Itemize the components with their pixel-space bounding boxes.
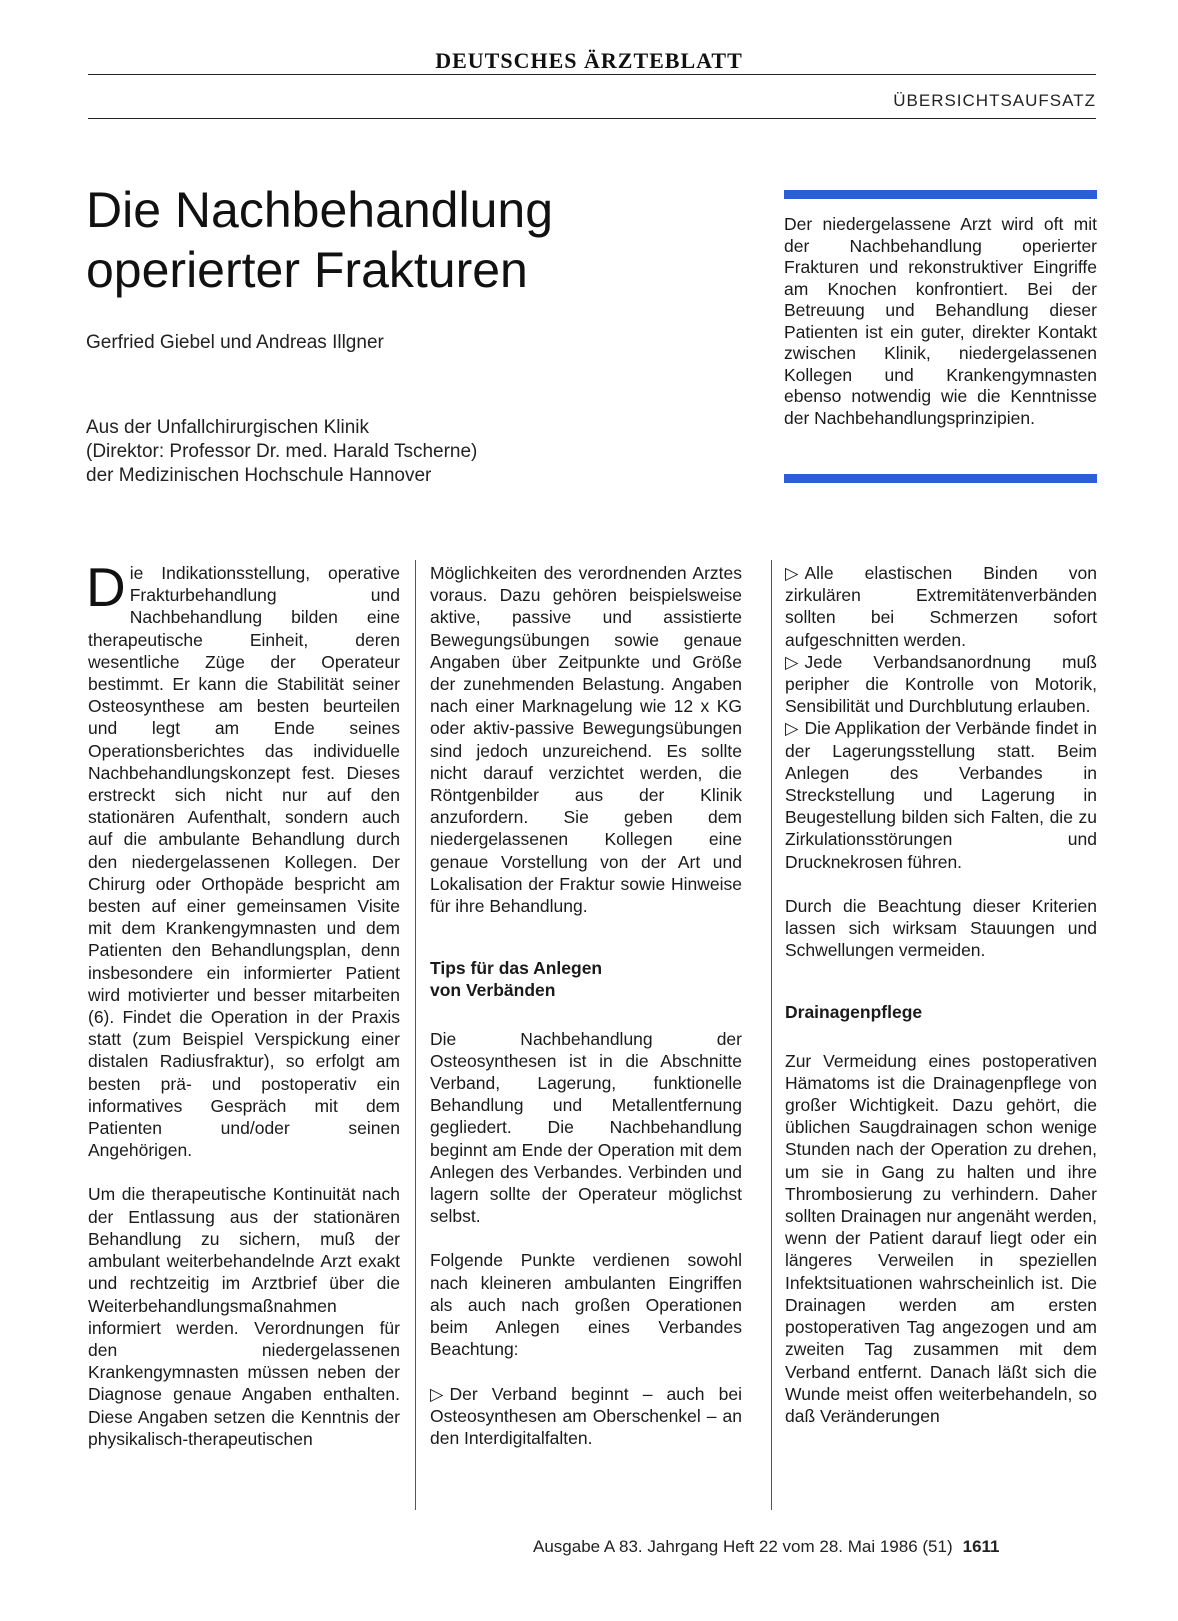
paragraph: Um die therapeutische Kontinuität nach der Entlassung aus der stationären Behandlung zu sichern, muß der ambulant weiterbehandelnde Arzt exakt und rechtzeitig im Arztbrief über die Weiterbehandlungsmaßnahmen informiert werden. Verordnungen für den niedergelassenen Krankengymnasten müssen neben der Diagnose genaue Angaben enthalten. Diese Angaben setzen die Kenntnis der physikalisch-therapeutischen xyxy=(88,1184,400,1449)
paragraph-text: ie Indikationsstellung, operative Frakturbehandlung und Nachbehandlung bilden eine therapeutische Einheit, deren wesentliche Züge der Operateur bestimmt. Er kann die Stabilität seiner Osteosynthese am besten beurteilen und legt am Ende seines Operationsberichtes das individuelle Nachbehandlungskonzept fest. Dieses erstreckt sich nicht nur auf den stationären Aufenthalt, sondern auch auf die ambulante Behandlung durch den niedergelassenen Kollegen. Der Chirurg oder Orthopäde bespricht am besten auf einer gemeinsamen Visite mit dem Krankengymnasten und dem Patienten den Behandlungsplan, denn insbesondere ein informierter Patient wird motivierter und besser mitarbeiten (6). Findet die Operation in der Praxis statt (zum Beispiel Verspickung einer distalen Radiusfraktur), so erfolgt am besten prä- und postoperativ ein informatives Gespräch mit dem Patienten und/oder seinen Angehörigen. xyxy=(88,563,400,1161)
triangle-bullet-icon: ▷ xyxy=(430,1383,444,1404)
page-footer xyxy=(533,1537,1000,1557)
body-column-2 xyxy=(430,562,742,1449)
section-label: ÜBERSICHTSAUFSATZ xyxy=(893,91,1096,110)
paragraph: Zur Vermeidung eines postoperativen Hämatoms ist die Drainagenpflege von großer Wichtigkeit. Dazu gehört, die üblichen Saugdrainagen schon wenige Stunden nach der Operation zu drehen, um sie in Gang zu halten und ihre Thrombosierung zu verhindern. Daher sollten Drainagen nur angenäht werden, wenn der Patient darauf liegt oder ein längeres Verweilen in speziellen Infektsituationen wahrscheinlich ist. Die Drainagen werden am ersten postoperativen Tag angezogen und am zweiten Tag zusammen mit dem Verband entfernt. Danach läßt sich die Wunde meist offen weiterbehandeln, so daß Veränderungen xyxy=(785,1050,1097,1426)
triangle-bullet-icon: ▷ xyxy=(785,651,799,672)
title-line-2: operierter Frakturen xyxy=(86,242,528,298)
masthead-rule xyxy=(88,74,1096,75)
drop-cap: D xyxy=(86,556,126,618)
heading-line-1: Tips für das Anlegen xyxy=(430,958,603,979)
article-affiliation xyxy=(86,416,477,488)
paragraph: Durch die Beachtung dieser Kriterien lassen sich wirksam Stauungen und Schwellungen vermeiden. xyxy=(785,895,1097,961)
abstract-top-bar xyxy=(784,190,1097,199)
bullet-item xyxy=(785,717,1097,872)
affiliation-line-1: Aus der Unfallchirurgischen Klinik xyxy=(86,417,370,438)
abstract-bottom-bar xyxy=(784,474,1097,483)
page-number: 1611 xyxy=(962,1537,1000,1556)
article-title xyxy=(86,180,553,300)
affiliation-line-2: (Direktor: Professor Dr. med. Harald Tscherne) xyxy=(86,441,478,462)
body-column-1 xyxy=(86,556,400,1450)
column-divider xyxy=(771,560,772,1510)
paragraph: Möglichkeiten des verordnenden Arztes voraus. Dazu gehören beispielsweise aktive, passive und assistierte Bewegungsübungen sowie genaue Angaben über Zeitpunkte und Größe der zunehmenden Belastung. Angaben nach einer Marknagelung wie 12 x KG oder aktiv-passive Bewegungsübungen sind jedoch unzureichend. Es sollte nicht darauf verzichtet werden, die Röntgenbilder aus der Klinik anzufordern. Sie geben dem niedergelassenen Kollegen eine genaue Vorstellung von der Art und Lokalisation der Fraktur sowie Hinweise für ihre Behandlung. xyxy=(430,563,742,917)
abstract-text: Der niedergelassene Arzt wird oft mit der Nachbehandlung operierter Frakturen und rekonstruktiver Eingriffe am Knochen konfrontiert. Bei der Betreuung und Behandlung dieser Patienten ist ein guter, direkter Kontakt zwischen Klinik, niedergelassenen Kollegen und Krankengymnasten ebenso notwendig wie die Kenntnisse der Nachbehandlungsprinzipien. xyxy=(784,214,1097,428)
body-column-3 xyxy=(785,562,1097,1427)
paragraph: Folgende Punkte verdienen sowohl nach kleineren ambulanten Eingriffen als auch nach großen Operationen beim Anlegen eines Verbandes Beachtung: xyxy=(430,1250,742,1360)
bullet-text: Alle elastischen Binden von zirkulären Extremitätenverbänden sollten bei Schmerzen sofort aufgeschnitten werden. xyxy=(785,563,1097,650)
affiliation-line-3: der Medizinischen Hochschule Hannover xyxy=(86,465,432,486)
paragraph: Die Nachbehandlung der Osteosynthesen ist in die Abschnitte Verband, Lagerung, funktionelle Behandlung und Metallentfernung gegliedert. Die Nachbehandlung beginnt am Ende der Operation mit dem Anlegen des Verbandes. Verbinden und lagern sollte der Operateur möglichst selbst. xyxy=(430,1028,742,1227)
journal-masthead: DEUTSCHES ÄRZTEBLATT xyxy=(435,48,743,73)
bullet-text: Jede Verbandsanordnung muß peripher die Kontrolle von Motorik, Sensibilität und Durchblutung erlauben. xyxy=(785,651,1097,717)
section-heading xyxy=(430,957,742,1001)
bullet-item xyxy=(785,562,1097,651)
bullet-text: Die Applikation der Verbände findet in der Lagerungsstellung statt. Beim Anlegen des Verbandes in Streckstellung und Lagerung in Beugestellung bilden sich Falten, die zu Zirkulationsstörungen und Drucknekrosen führen. xyxy=(785,718,1097,872)
bullet-item xyxy=(785,651,1097,718)
triangle-bullet-icon: ▷ xyxy=(785,718,799,739)
bullet-item xyxy=(430,1383,742,1450)
bullet-text: Der Verband beginnt – auch bei Osteosynthesen am Oberschenkel – an den Interdigitalfalten. xyxy=(430,1383,742,1448)
section-heading: Drainagenpflege xyxy=(785,1002,923,1023)
paragraph xyxy=(86,556,400,1161)
title-line-1: Die Nachbehandlung xyxy=(86,182,554,238)
heading-line-2: von Verbänden xyxy=(430,980,556,1001)
column-divider xyxy=(415,560,416,1510)
triangle-bullet-icon: ▷ xyxy=(785,563,799,583)
article-authors: Gerfried Giebel und Andreas Illgner xyxy=(86,332,384,353)
issue-info: Ausgabe A 83. Jahrgang Heft 22 vom 28. Mai 1986 (51) xyxy=(533,1537,953,1556)
section-rule xyxy=(88,118,1096,119)
